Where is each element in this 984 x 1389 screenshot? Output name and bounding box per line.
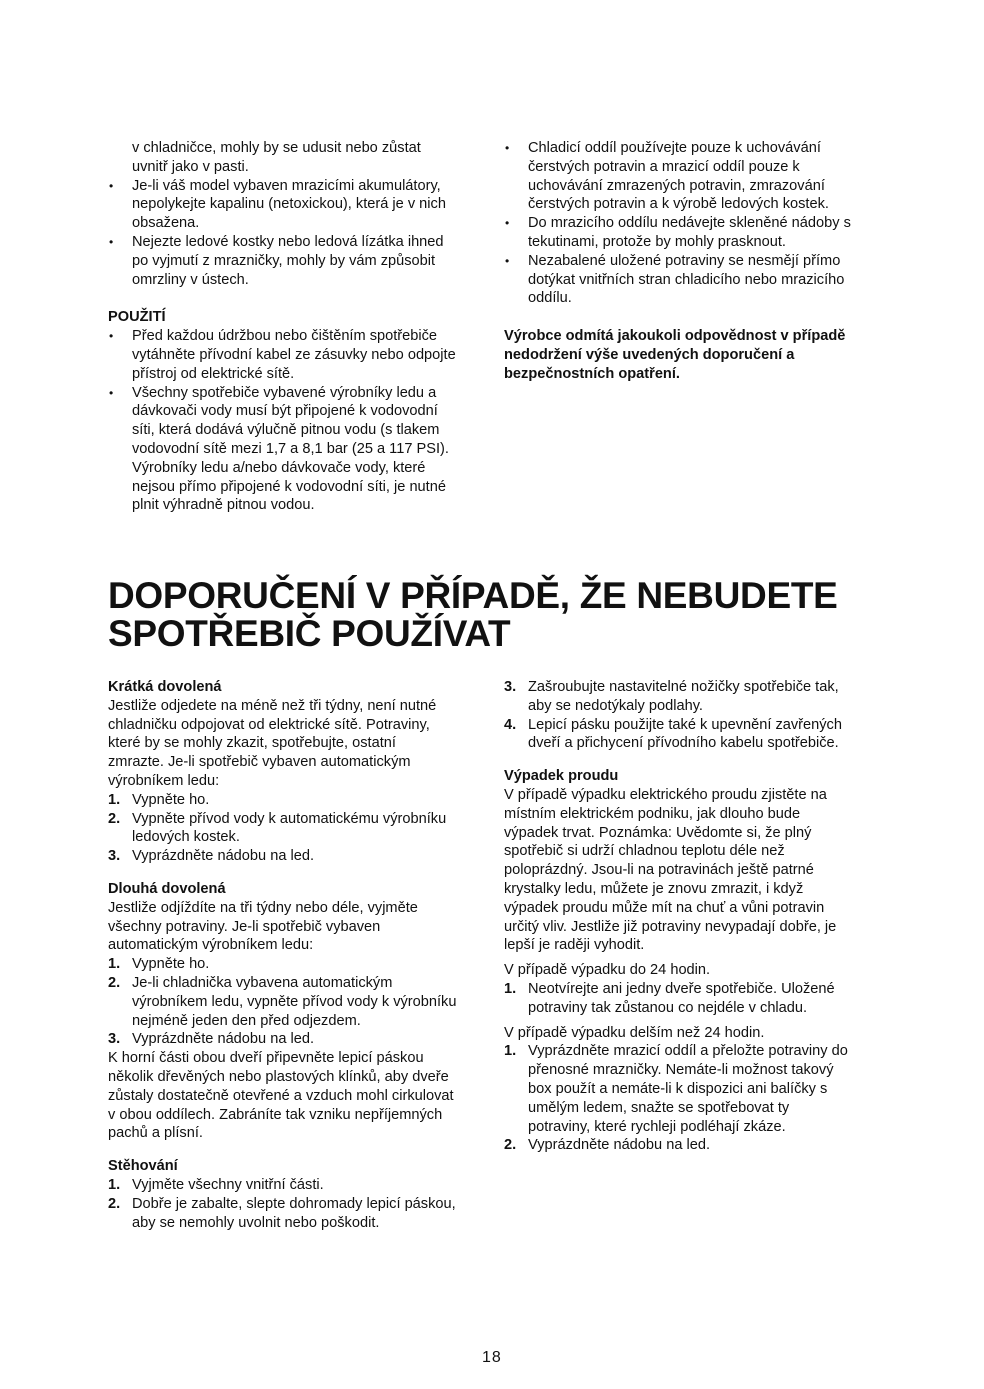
- list-item: 1. Vypněte ho.: [108, 791, 210, 808]
- long-vacation-steps: [108, 955, 483, 1049]
- power-outage-heading: Výpadek proudu: [504, 768, 619, 785]
- continued-text: v chladničce, mohly by se udusit nebo zůstat uvnitř jako v pasti.: [132, 140, 421, 175]
- list-item: 4. Lepicí pásku použijte také k upevnění zavřených dveří a přichycení přívodního kabelu spotřebiče.: [504, 716, 842, 752]
- section-title: DOPORUČENÍ V PŘÍPADĚ, ŽE NEBUDETE SPOTŘEBIČ POUŽÍVAT: [108, 575, 838, 654]
- list-item: 1. Vyjměte všechny vnitřní části.: [108, 1176, 324, 1193]
- list-item: 1. Neotvírejte ani jedny dveře spotřebiče. Uložené potraviny tak zůstanou co nejdéle v chladu.: [504, 980, 835, 1016]
- list-item: 1. Vypněte ho.: [108, 956, 210, 973]
- list-item: 2. Dobře je zabalte, slepte dohromady lepicí páskou, aby se nemohly uvolnit nebo poškodit.: [108, 1195, 456, 1231]
- list-item: 2. Vyprázdněte nádobu na led.: [504, 1137, 711, 1154]
- list-item: • Před každou údržbou nebo čištěním spotřebiče vytáhněte přívodní kabel ze zásuvky nebo odpojte přístroj od elektrické sítě.: [108, 327, 483, 383]
- list-item: • Všechny spotřebiče vybavené výrobníky ledu a dávkovači vody musí být připojené k vodovodní síti, která dodává výlučně pitnou vodu (s tlakem vodovodní sítě mezi 1,7 a 8,1 bar (25 a 117 PSI). Výrobníky ledu a/nebo dávkovače vody, které nejsou přímo připojené k vodovodní síti, je nutné plnit výhradně pitnou vodou.: [108, 384, 483, 516]
- top-right-column: [504, 139, 879, 384]
- list-item: 3. Vyprázdněte nádobu na led.: [108, 848, 315, 865]
- list-item: 1. Vyprázdněte mrazicí oddíl a přeložte potraviny do přenosné mrazničky. Nemáte-li možnost takový box použít a nemáte-li k dispozici ani balíčky s umělým ledem, snažte se spotřebovat ty potraviny, které rychleji podléhají zkáze.: [504, 1043, 848, 1135]
- long-vacation-heading: Dlouhá dovolená: [108, 880, 226, 897]
- list-item: • Je-li váš model vybaven mrazicími akumulátory, nepolykejte kapalinu (netoxickou), která je v nich obsažena.: [108, 177, 483, 233]
- list-item: • Nezabalené uložené potraviny se nesmějí přímo dotýkat vnitřních stran chladicího nebo mrazicího oddílu.: [504, 252, 879, 308]
- safety-bullet-list: [108, 177, 483, 290]
- page-number: 18: [482, 1349, 502, 1366]
- under-24h-label: V případě výpadku do 24 hodin.: [504, 962, 711, 979]
- disclaimer: Výrobce odmítá jakoukoli odpovědnost v případě nedodržení výše uvedených doporučení a bezpečnostních opatření.: [504, 328, 846, 382]
- long-vacation-intro: Jestliže odjíždíte na tři týdny nebo déle, vyjměte všechny potraviny. Je-li spotřebič vybaven automatickým výrobníkem ledu:: [108, 899, 418, 954]
- under-24h-steps: [504, 980, 879, 1018]
- moving-steps-continued: [504, 678, 879, 753]
- long-vacation-after: K horní části obou dveří připevněte lepicí páskou několik dřevěných nebo plastových klínků, aby dveře zůstaly dostatečně otevřené a vzduch mohl cirkulovat v obou oddílech. Zabráníte tak vzniku nepříjemných pachů a plísní.: [108, 1050, 454, 1142]
- short-vacation-steps: [108, 791, 483, 866]
- list-item: • Nejezte ledové kostky nebo ledová lízátka ihned po vyjmutí z mrazničky, mohly by vám způsobit omrzliny v ústech.: [108, 233, 483, 289]
- short-vacation-heading: Krátká dovolená: [108, 679, 222, 695]
- list-item: • Do mrazicího oddílu nedávejte skleněné nádoby s tekutinami, protože by mohly prasknout.: [504, 214, 879, 252]
- bottom-left-column: [108, 678, 483, 1232]
- power-outage-text: V případě výpadku elektrického proudu zjistěte na místním elektrickém podniku, jak dlouho bude výpadek trvat. Poznámka: Uvědomte si, že plný spotřebič si udrží chladnou teplotu déle než poloprázdný. Jsou-li na potravinách ještě patrné krystalky ledu, můžete je znovu zmrazit, i když výpadek proudu může mít na chuť a vůni potravin určitý vliv. Jestliže již potraviny nevypadají dobře, je lepší je raději vyhodit.: [504, 786, 837, 954]
- over-24h-steps: [504, 1042, 879, 1155]
- pouziti-bullet-list: [108, 327, 483, 515]
- short-vacation-intro: Jestliže odjedete na méně než tři týdny, není nutné chladničku odpojovat od elektrické sítě. Potraviny, které by se mohly zkazit, spotřebujte, ostatní zmrazte. Je-li spotřebič vybaven automatickým výrobníkem ledu:: [108, 697, 437, 789]
- storage-bullet-list: [504, 139, 879, 308]
- list-item: 3. Vyprázdněte nádobu na led.: [108, 1031, 315, 1048]
- list-item: 3. Zašroubujte nastavitelné nožičky spotřebiče tak, aby se nedotýkaly podlahy.: [504, 679, 839, 714]
- over-24h-label: V případě výpadku delším než 24 hodin.: [504, 1024, 765, 1041]
- moving-steps: [108, 1176, 483, 1232]
- bottom-right-column: [504, 678, 879, 1155]
- list-item: • Chladicí oddíl používejte pouze k uchovávání čerstvých potravin a mrazicí oddíl pouze k uchovávání zmrazených potravin, zmrazování čerstvých potravin a k výrobě ledových kostek.: [504, 139, 879, 214]
- top-left-column: [108, 139, 483, 515]
- list-item: 2. Je-li chladnička vybavena automatickým výrobníkem ledu, vypněte přívod vody k výrobníku nejméně jeden den před odjezdem.: [108, 974, 457, 1029]
- moving-heading: Stěhování: [108, 1158, 178, 1175]
- list-item: 2. Vypněte přívod vody k automatickému výrobníku ledových kostek.: [108, 810, 447, 846]
- pouziti-heading: POUŽITÍ: [108, 309, 166, 326]
